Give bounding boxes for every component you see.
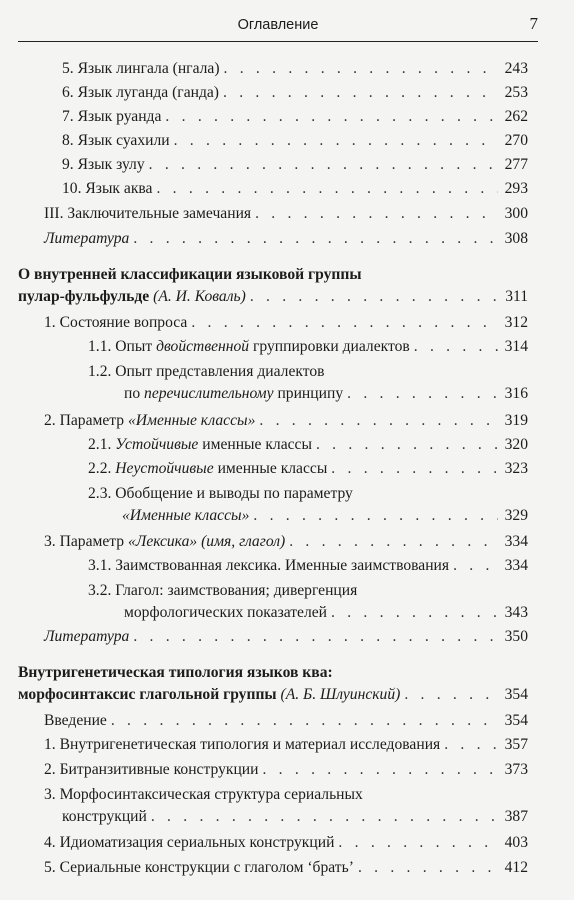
toc-entry[interactable]: III. Заключительные замечания . . . 300 xyxy=(18,203,528,225)
header-page-number: 7 xyxy=(529,14,538,33)
toc-entry[interactable]: 2. Параметр «Именные классы» . . . 319 xyxy=(18,410,528,432)
toc-entry[interactable]: 5. Язык лингала (нгала) . . . 243 xyxy=(18,58,528,80)
toc-entry[interactable]: 3.2. Глагол: заимствования; дивергенция морфологических показателей . . . 343 xyxy=(18,580,528,624)
header-title: Оглавление xyxy=(237,17,319,33)
toc-entry[interactable]: 1. Состояние вопроса . . . 312 xyxy=(18,312,528,334)
toc-entry[interactable]: 2.1. Устойчивые именные классы . . . 320 xyxy=(18,434,528,456)
toc-entry[interactable]: 2. Битранзитивные конструкции . . . 373 xyxy=(18,759,528,781)
toc-article-heading[interactable]: О внутренней классификации языковой группы пулар-фульфульде (А. И. Коваль) . . . 311 xyxy=(18,264,528,308)
toc-entry-literature[interactable]: Литература . . . 308 xyxy=(18,228,528,250)
toc-entry[interactable]: 10. Язык аква . . . 293 xyxy=(18,178,528,200)
running-header xyxy=(18,14,538,33)
toc-entry[interactable]: Введение . . . 354 xyxy=(18,710,528,732)
toc-article-heading[interactable]: Внутригенетическая типология языков ква: морфосинтаксис глагольной группы (А. Б. Шлуинский) . . . 354 xyxy=(18,662,528,706)
toc-entry[interactable]: 2.3. Обобщение и выводы по параметру «Именные классы» . . . 329 xyxy=(18,483,528,527)
toc-entry[interactable]: 8. Язык суахили . . . 270 xyxy=(18,130,528,152)
toc-entry[interactable]: 7. Язык руанда . . . 262 xyxy=(18,106,528,128)
header-rule xyxy=(18,41,538,42)
toc-entry[interactable]: 5. Сериальные конструкции с глаголом ‘брать’ . . . 412 xyxy=(18,857,528,879)
toc-entry[interactable]: 2.2. Неустойчивые именные классы . . . 323 xyxy=(18,458,528,480)
toc-entry[interactable]: 6. Язык луганда (ганда) . . . 253 xyxy=(18,82,528,104)
toc-entry[interactable]: 9. Язык зулу . . . 277 xyxy=(18,154,528,176)
toc-entry[interactable]: 1. Внутригенетическая типология и материал исследования . . . 357 xyxy=(18,734,528,756)
toc-entry[interactable]: 3.1. Заимствованная лексика. Именные заимствования . . . 334 xyxy=(18,555,528,577)
toc-entry-literature[interactable]: Литература . . . 350 xyxy=(18,626,528,648)
toc-entry[interactable]: 1.2. Опыт представления диалектов по перечислительному принципу . . . 316 xyxy=(18,361,528,405)
toc-entry[interactable]: 4. Идиоматизация сериальных конструкций . . . 403 xyxy=(18,832,528,854)
toc-entry[interactable]: 3. Морфосинтаксическая структура сериальных конструкций . . . 387 xyxy=(18,784,528,828)
toc-entry[interactable]: 1.1. Опыт двойственной группировки диалектов . . . 314 xyxy=(18,336,528,358)
toc-entry[interactable]: 3. Параметр «Лексика» (имя, глагол) . . . 334 xyxy=(18,531,528,553)
